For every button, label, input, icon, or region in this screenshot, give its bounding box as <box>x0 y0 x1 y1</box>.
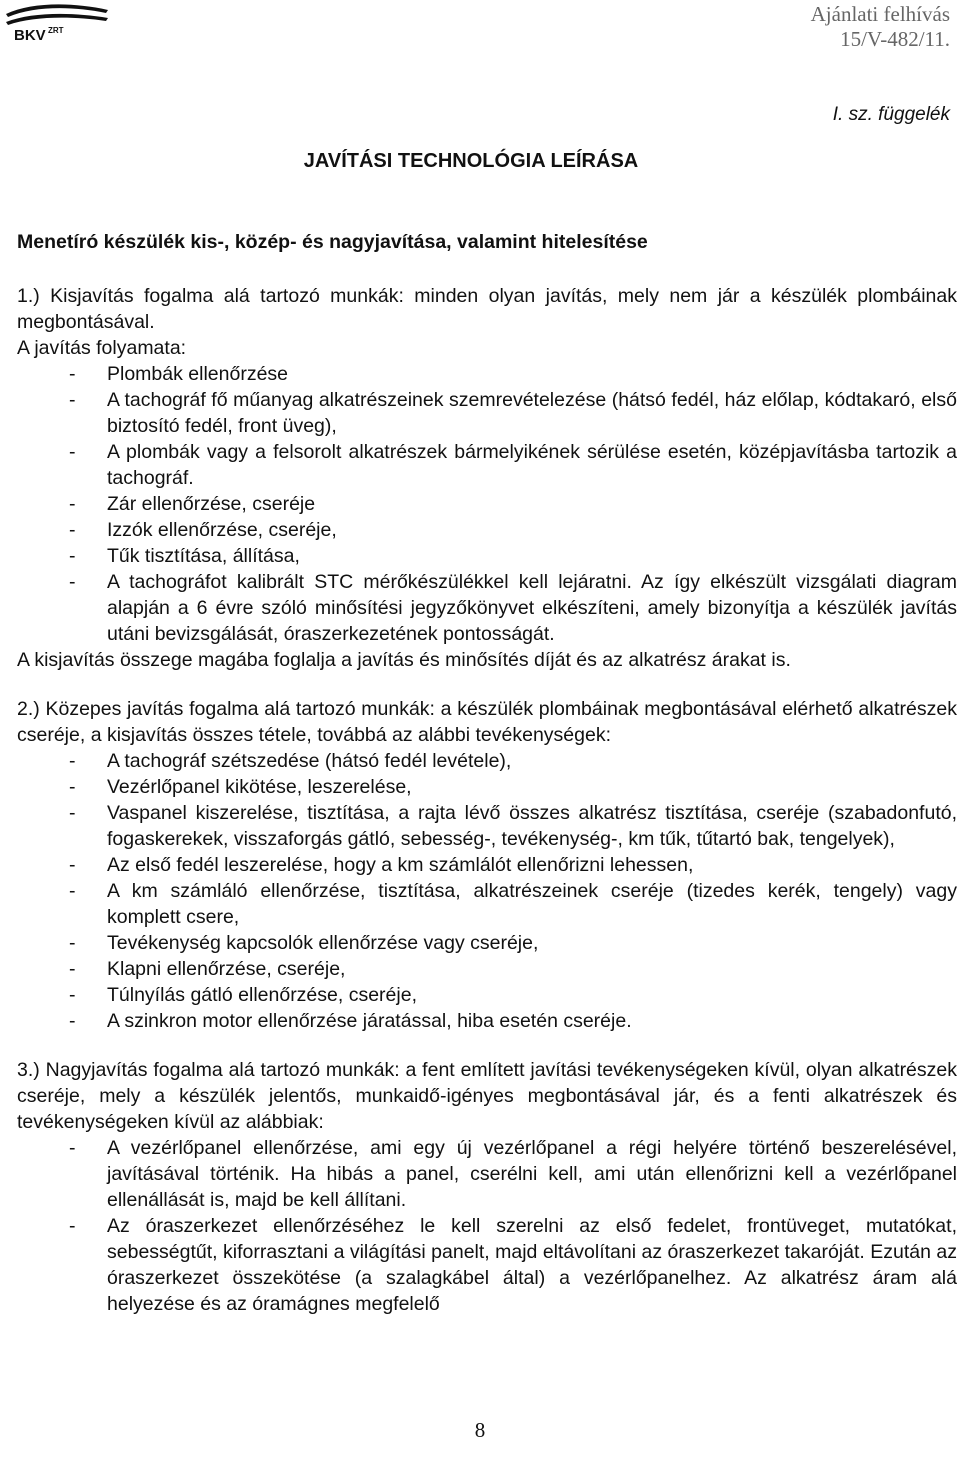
list-item: - Túlnyílás gátló ellenőrzése, cseréje, <box>69 984 417 1006</box>
header-ref-line1: Ajánlati felhívás <box>810 2 950 26</box>
section3-intro: 3.) Nagyjavítás fogalma alá tartozó munkák: a fent említett javítási tevékenységeken kívül, olyan alkatrészek cseréje, mely a készülék jelentős, munkaidő-igényes megbontásával jár, és a fenti alkatrészek és tevékenységeken kívül az alábbiak: <box>17 1059 957 1133</box>
list-item: - A plombák vagy a felsorolt alkatrészek bármelyikének sérülése esetén, középjavításba tartozik a tachográf. <box>69 441 957 489</box>
appendix-label: I. sz. függelék <box>832 104 950 125</box>
document-title: JAVÍTÁSI TECHNOLÓGIA LEÍRÁSA <box>303 150 639 172</box>
list-item: - A tachográfot kalibrált STC mérőkészülékkel kell lejáratni. Az így elkészült vizsgálati diagram alapján a 6 évre szóló minősítési jegyzőkönyvet elkészíteni, amely bizonyítja a készülék javítás utáni bevizsgálását, óraszerkezetének pontosságát. <box>69 571 957 645</box>
list-item: - Klapni ellenőrzése, cseréje, <box>69 958 346 980</box>
list-item: - A tachográf fő műanyag alkatrészeinek szemrevételezése (hátsó fedél, ház előlap, kódtakaró, első biztosító fedél, front üveg), <box>69 389 957 437</box>
section1-intro: 1.) Kisjavítás fogalma alá tartozó munkák: minden olyan javítás, mely nem jár a készülék plombáinak megbontásával. <box>17 285 957 333</box>
list-item: - A szinkron motor ellenőrzése járatással, hiba esetén cseréje. <box>69 1010 632 1032</box>
list-item: - A tachográf szétszedése (hátsó fedél levétele), <box>69 750 512 772</box>
list-item: - Plombák ellenőrzése <box>69 363 289 385</box>
list-item: - A vezérlőpanel ellenőrzése, ami egy új vezérlőpanel a régi helyére történő beszerelésével, javításával történik. Ha hibás a panel, cserélni kell, ami után ellenőrizni kell a vezérlőpanel ellenállását is, majd be kell állítani. <box>69 1137 957 1211</box>
list-item: - Izzók ellenőrzése, cseréje, <box>69 519 337 541</box>
document-subtitle: Menetíró készülék kis-, közép- és nagyjavítása, valamint hitelesítése <box>17 231 648 253</box>
page-number: 8 <box>474 1418 486 1442</box>
section2-intro: 2.) Közepes javítás fogalma alá tartozó munkák: a készülék plombáinak megbontásával elérhető alkatrészek cseréje, a kisjavítás összes tétele, továbbá az alábbi tevékenységek: <box>17 698 957 746</box>
list-item: - Tűk tisztítása, állítása, <box>69 545 300 567</box>
list-item: - Az óraszerkezet ellenőrzéséhez le kell szerelni az első fedelet, frontüveget, mutatókat, sebességtűt, kiforrasztani a világítási panelt, majd eltávolítani az óraszerkezet takaróját. Ezután az óraszerkezet összekötése (a szalagkábel által) a vezérlőpanelhez. Az alkatrész áram alá helyezése és az óramágnes megfelelő <box>69 1215 957 1315</box>
header-ref-line2: 15/V-482/11. <box>840 27 950 51</box>
list-item: - Vaspanel kiszerelése, tisztítása, a rajta lévő összes alkatrész tisztítása, cseréje (szabadonfutó, fogaskerekek, visszaforgás gátló, sebesség-, tevékenység-, km tűk, tűtartó bak, tengelyek), <box>69 802 957 850</box>
bkv-logo <box>2 0 112 44</box>
list-item: - Tevékenység kapcsolók ellenőrzése vagy cseréje, <box>69 932 539 954</box>
logo-subtext: ZRT <box>48 26 64 35</box>
document-body <box>17 283 957 1317</box>
bkv-logo-graphic <box>2 0 112 44</box>
section1-closing: A kisjavítás összege magába foglalja a javítás és minősítés díját és az alkatrész árakat is. <box>17 649 791 671</box>
section1-process-label: A javítás folyamata: <box>17 337 187 359</box>
header-reference <box>811 2 950 52</box>
logo-text: BKV <box>14 27 46 44</box>
list-item: - Az első fedél leszerelése, hogy a km számlálót ellenőrizni lehessen, <box>69 854 694 876</box>
list-item: - Vezérlőpanel kikötése, leszerelése, <box>69 776 412 798</box>
list-item: - A km számláló ellenőrzése, tisztítása, alkatrészeinek cseréje (tizedes kerék, tengely) vagy komplett csere, <box>69 880 957 928</box>
list-item: - Zár ellenőrzése, cseréje <box>69 493 316 515</box>
